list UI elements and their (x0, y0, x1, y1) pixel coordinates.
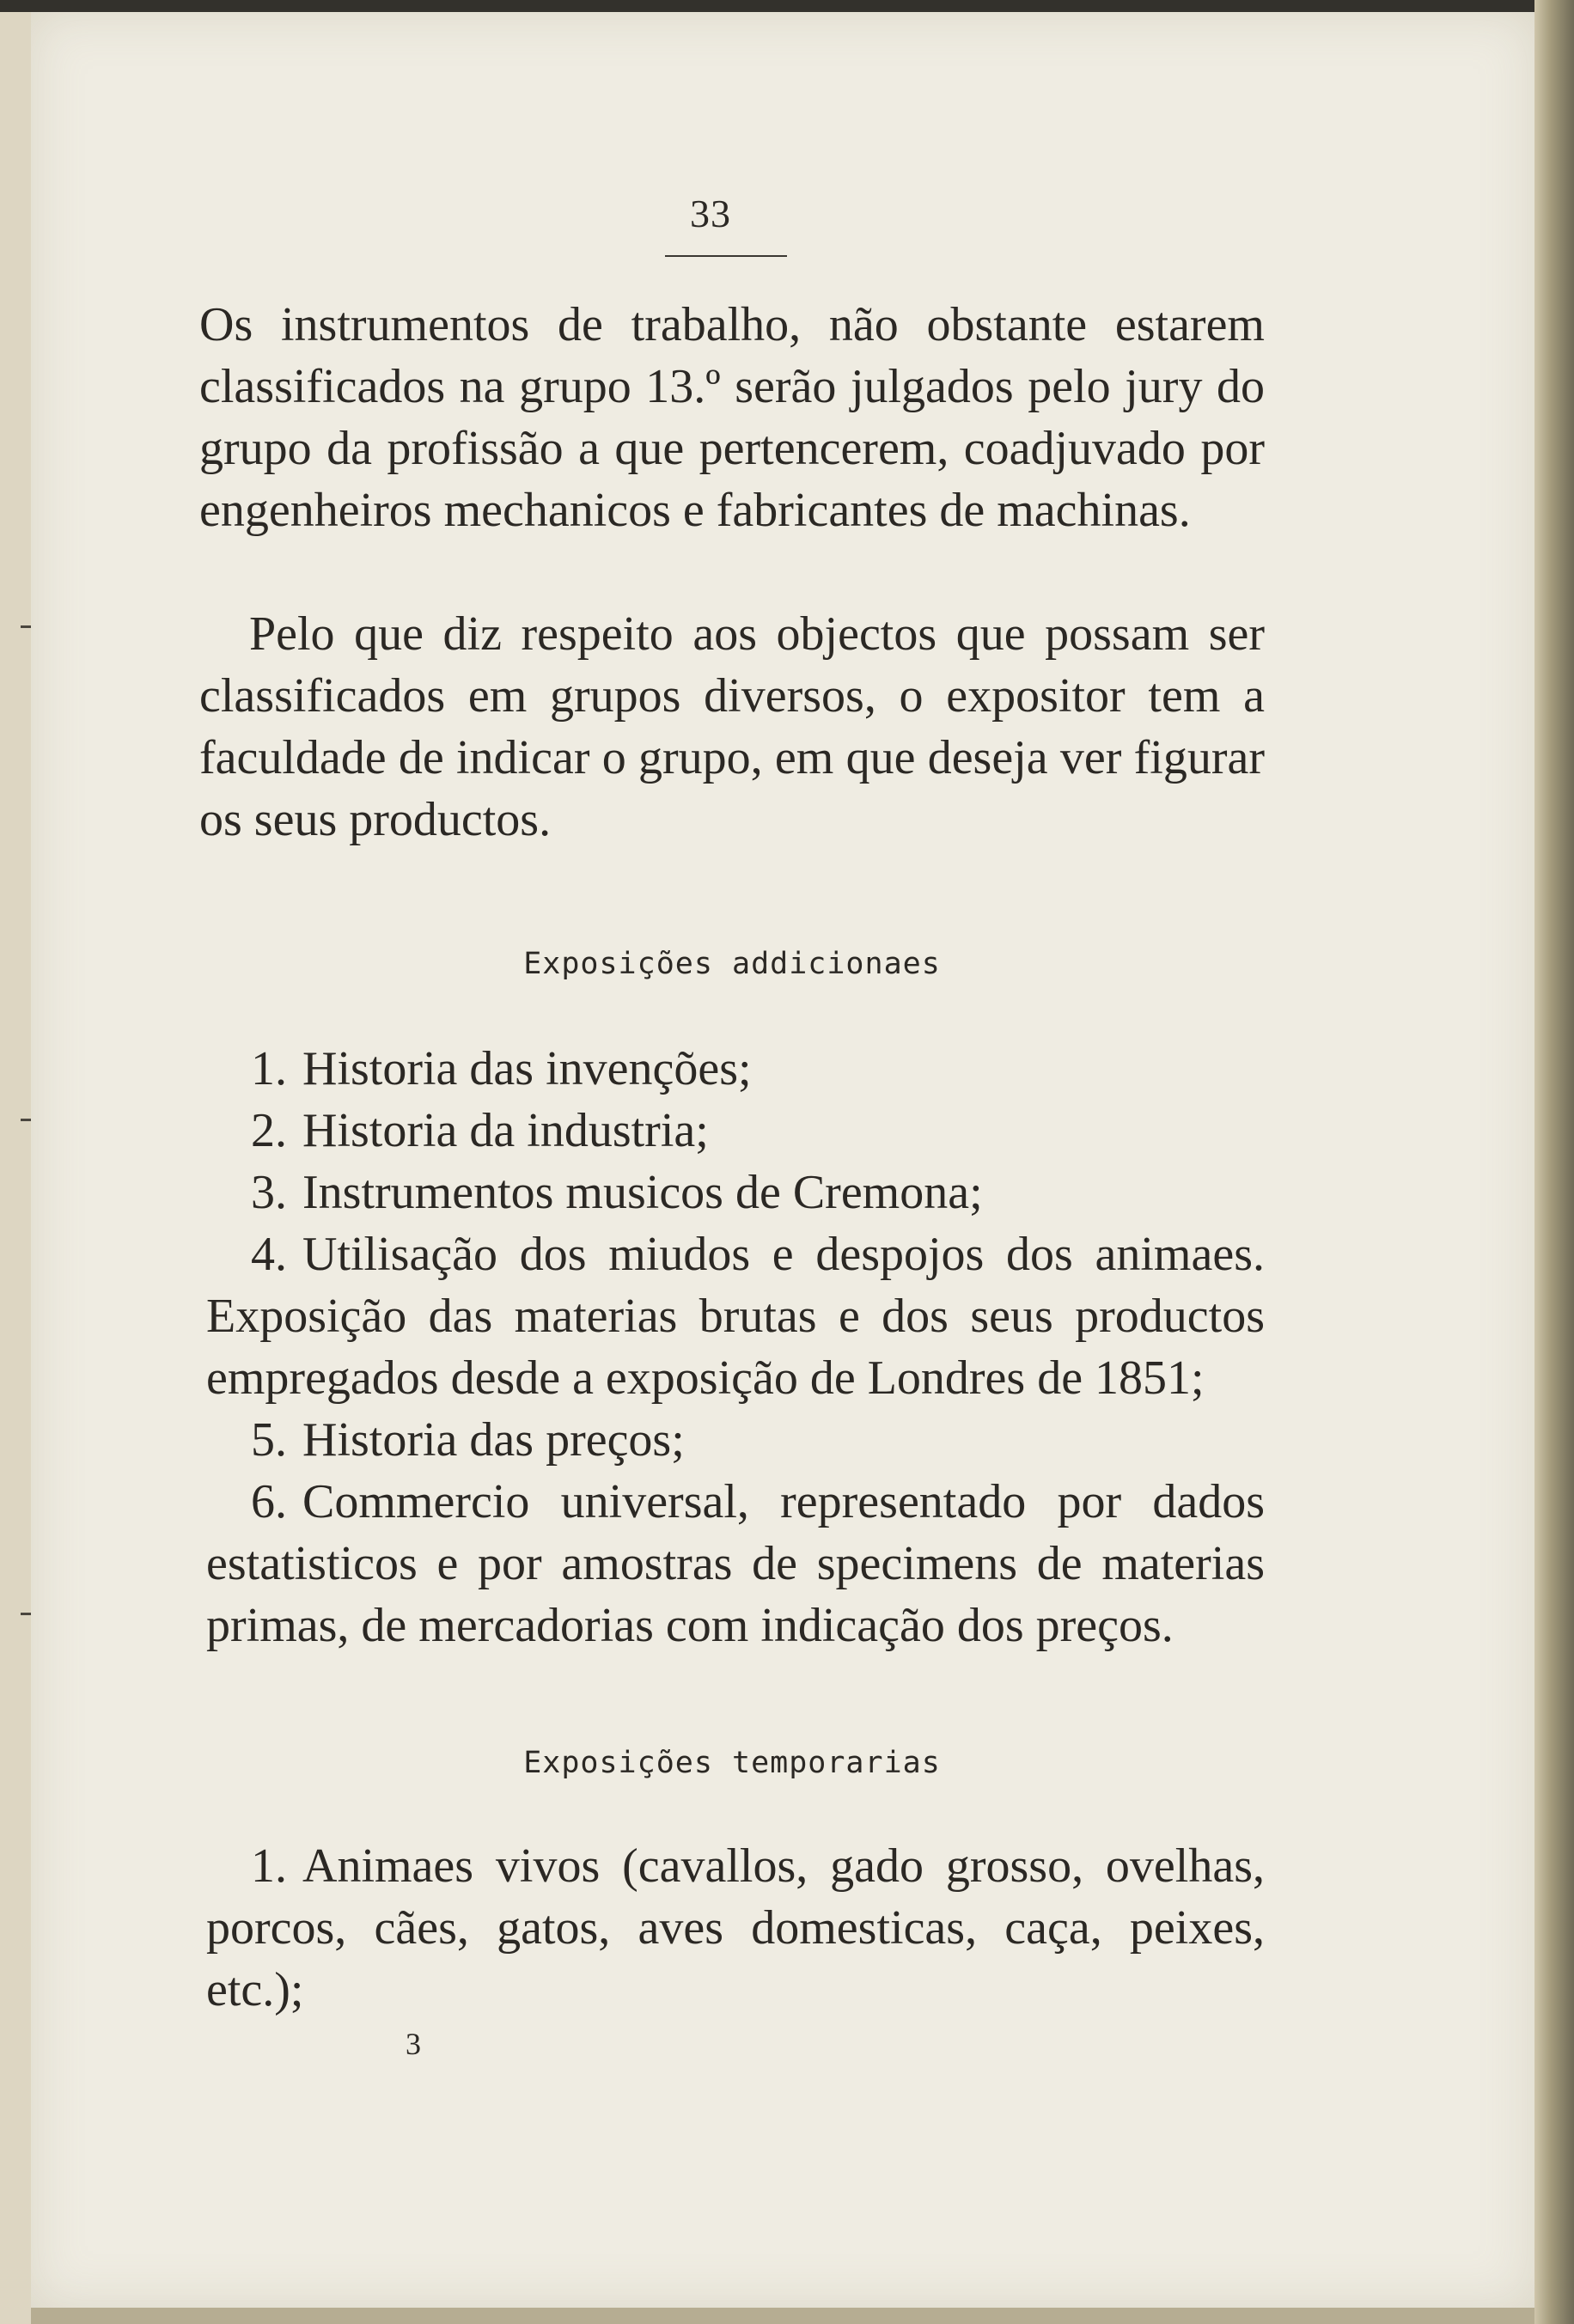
section-heading-temporary: Exposições temporarias (523, 1746, 941, 1780)
item-number: 2. (251, 1104, 287, 1157)
page-number: 33 (690, 192, 731, 235)
page-number-rule (665, 255, 787, 257)
list-item (206, 1162, 1265, 1223)
book-binding (0, 12, 33, 2324)
item-number: 5. (251, 1413, 287, 1467)
list-item (206, 1409, 1265, 1471)
page-bottom-edge (31, 2308, 1534, 2324)
page-right-edge (1534, 0, 1574, 2324)
item-number: 6. (251, 1475, 287, 1528)
list-item (206, 1835, 1265, 2021)
item-text: Historia das invenções; (302, 1042, 752, 1095)
paragraph-instruments: Os instrumentos de trabalho, não obstante estarem classificados na grupo 13.º serão julgados pelo jury do grupo da profissão a que pertencerem, coadjuvado por engenheiros mechanicos e fabricantes de machinas. (199, 298, 1265, 537)
list-item (206, 1471, 1265, 1656)
item-text: Historia das preços; (302, 1413, 685, 1467)
item-number: 4. (251, 1228, 287, 1281)
list-item (206, 1038, 1265, 1100)
item-text: Commercio universal, representado por dados estatisticos e por amostras de specimens de materias primas, de mercadorias com indicação dos preços. (206, 1475, 1265, 1652)
item-number: 1. (251, 1839, 287, 1893)
page-top-edge (0, 0, 1538, 12)
additional-exhibitions-list (206, 1038, 1265, 1656)
section-heading-additional: Exposições addicionaes (523, 947, 941, 981)
item-text: Animaes vivos (cavallos, gado grosso, ovelhas, porcos, cães, gatos, aves domesticas, caça, peixes, etc.); (206, 1839, 1265, 2016)
item-number: 1. (251, 1042, 287, 1095)
temporary-exhibitions-list (206, 1835, 1265, 2021)
item-number: 3. (251, 1166, 287, 1219)
item-text: Instrumentos musicos de Cremona; (302, 1166, 983, 1219)
item-text: Utilisação dos miudos e despojos dos animaes. Exposição das materias brutas e dos seus productos empregados desde a exposição de Londres de 1851; (206, 1228, 1265, 1405)
list-item (206, 1223, 1265, 1409)
item-text: Historia da industria; (302, 1104, 709, 1157)
signature-mark: 3 (406, 2027, 421, 2061)
paragraph-classification: Pelo que diz respeito aos objectos que possam ser classificados em grupos diversos, o expositor tem a faculdade de indicar o grupo, em que deseja ver figurar os seus productos. (199, 607, 1265, 846)
list-item (206, 1100, 1265, 1162)
